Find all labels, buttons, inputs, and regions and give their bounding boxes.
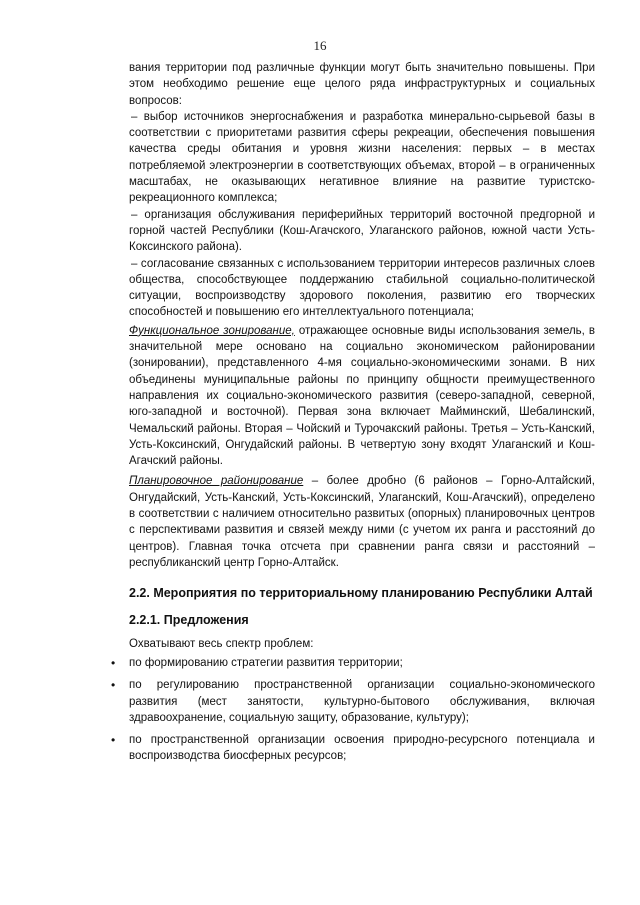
planning-zoning-paragraph bbox=[129, 473, 595, 571]
paragraph: – организация обслуживания периферийных территорий восточной предгорной и горной частей Республики (Кош-Агачского, Улаганского районов, южной части Усть-Коксинского района). bbox=[129, 208, 595, 254]
bullet-icon: • bbox=[111, 656, 116, 670]
functional-zoning-text: отражающее основные виды использования земель, в значительной мере основано на социально экономическом районировании (зонировании), представленного 4-мя социально-экономическими зонами. В них объединены муниципальные районы по принципу общности преимущественного направления их социально-экономического развития (северо-западной, северной, юго-западной и восточной). Первая зона включает Майминский, Шебалинский, Чемальский районы. Вторая – Чойский и Турочакский районы. Третья – Усть-Канский, Усть-Коксинский, Онгудайский районы. В четвертую зону входят Улаганский и Кош-Агачский районы. bbox=[129, 324, 595, 468]
bullet-icon: • bbox=[111, 733, 116, 748]
list-item-text: по регулированию пространственной организации социально-экономического развития (мест занятости, культурно-бытового обслуживания, включая здравоохранение, социальную защиту, образование, культуру); bbox=[129, 679, 595, 724]
list-item-text: по формированию стратегии развития территории; bbox=[129, 657, 403, 669]
page-body bbox=[111, 60, 596, 771]
proposal-list bbox=[111, 655, 595, 765]
list-item bbox=[111, 732, 595, 765]
list-item-text: по пространственной организации освоения природно-ресурсного потенциала и воспроизводства биосферных ресурсов; bbox=[129, 734, 595, 763]
list-item bbox=[111, 677, 595, 726]
page-number: 16 bbox=[313, 38, 327, 53]
subsection-heading: 2.2.1. Предложения bbox=[129, 612, 249, 627]
paragraph: – выбор источников энергоснабжения и разработка минерально-сырьевой базы в соответствии с приоритетами развития сферы рекреации, обеспечения повышения качества среды обитания и уровня жизни населения: первых – в местах потребляемой электроэнергии в соответствующих объемах, второй – в ограниченных масштабах, не оказывающих негативное влияние на развитие туристско-рекреационного комплекса; bbox=[129, 110, 595, 205]
paragraph: вания территории под различные функции могут быть значительно повышены. При этом необходимо решение еще целого ряда инфраструктурных и социальных вопросов: bbox=[129, 62, 595, 107]
section-heading: 2.2. Мероприятия по территориальному планированию Республики Алтай bbox=[129, 586, 593, 601]
planning-zoning-text: – более дробно (6 районов – Горно-Алтайский, Онгудайский, Усть-Канский, Усть-Коксинский, Улаганский, Кош-Агачский), определено в соответствии с наличием относительно развитых (опорных) планировочных центров с перспективами развития и связей между ними (с учетом их ранга и расстояний до центров). Главная точка отсчета при сравнении ранга связи и расстояний – республиканский центр Горно-Алтайск. bbox=[129, 475, 596, 569]
planning-zoning-term: Планировочное районирование bbox=[129, 475, 304, 488]
functional-zoning-paragraph bbox=[129, 323, 595, 470]
paragraph: – согласование связанных с использованием территории интересов различных слоев общества, способствующее поддержанию стабильной социально-политической ситуации, воспроизводству здорового поколения, развитию его творческих способностей и повышению его интеллектуального потенциала; bbox=[129, 257, 595, 319]
bullet-icon: • bbox=[111, 678, 116, 693]
functional-zoning-term: Функциональное зонирование, bbox=[129, 324, 295, 337]
list-item bbox=[111, 655, 595, 671]
intro-text: Охватывают весь спектр проблем: bbox=[129, 637, 314, 650]
